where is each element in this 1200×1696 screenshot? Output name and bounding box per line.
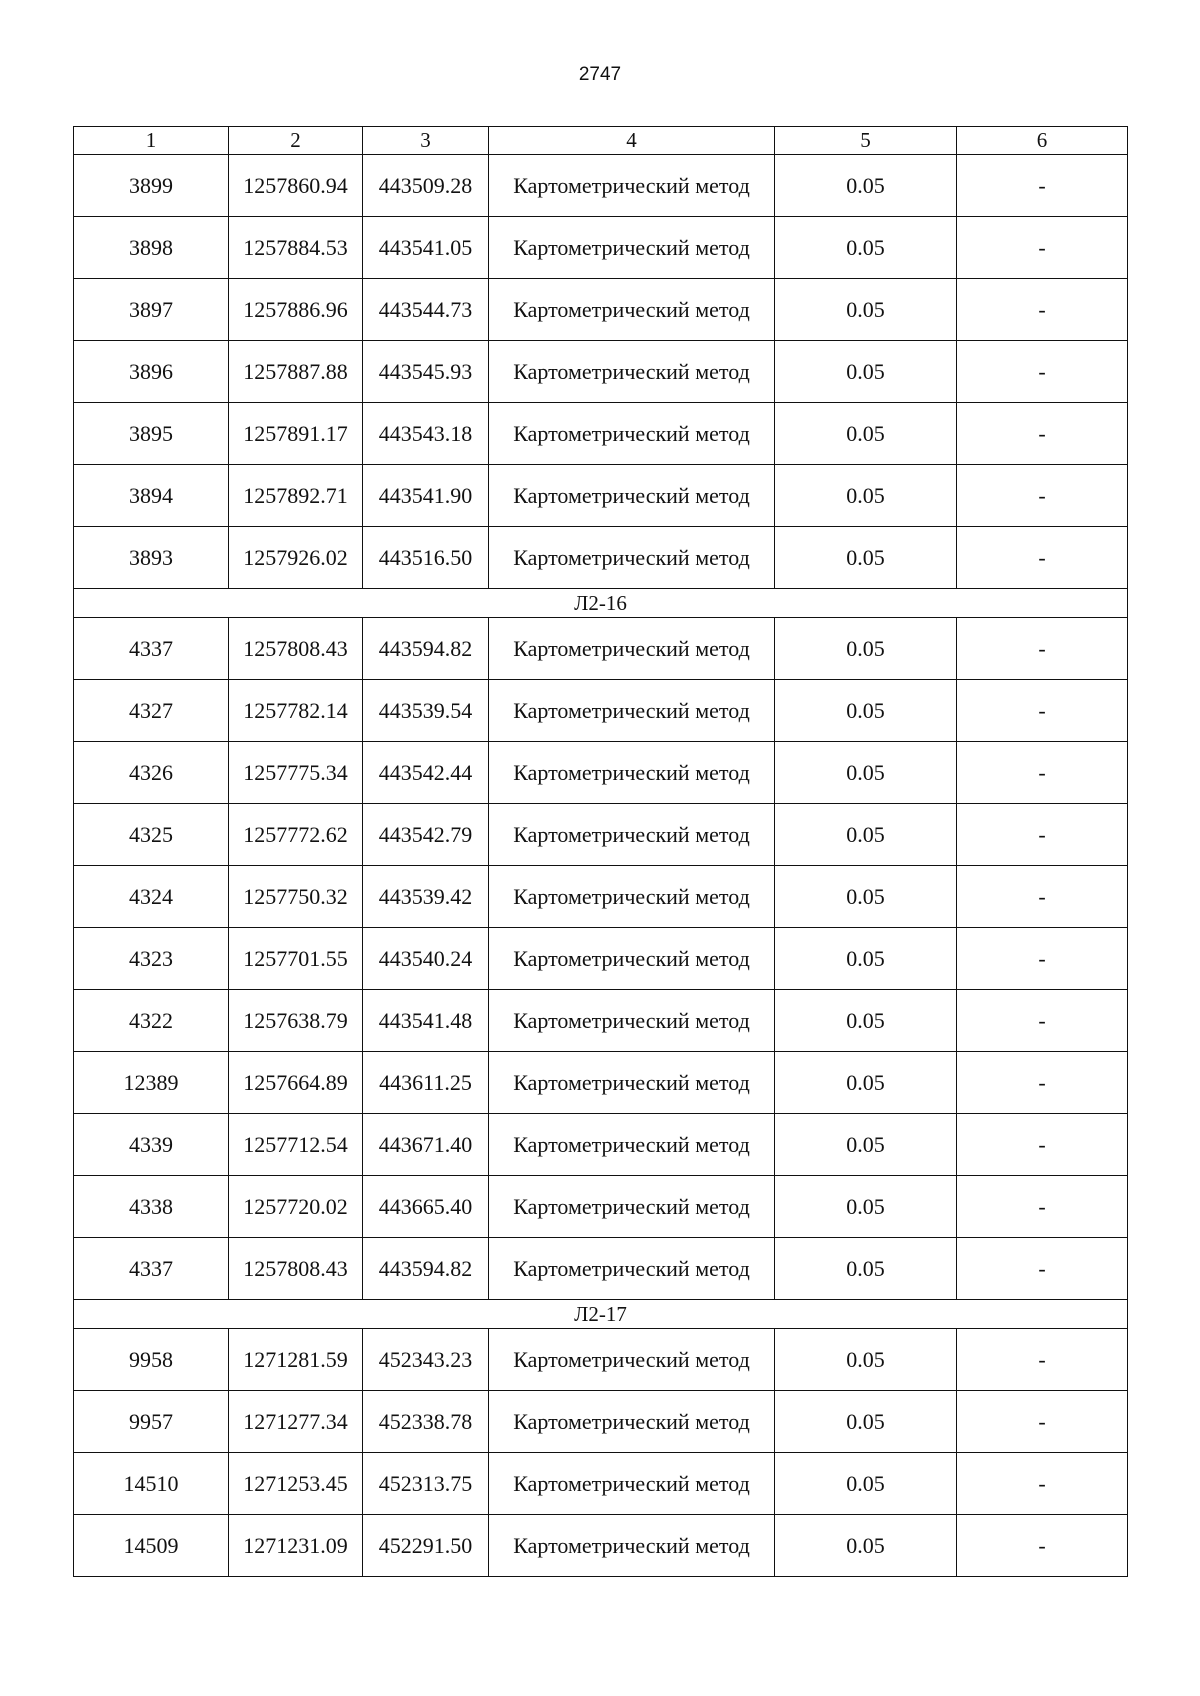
y-coordinate-cell: 452313.75 [363, 1453, 489, 1515]
description-cell: - [957, 804, 1128, 866]
point-number-cell: 3899 [74, 155, 229, 217]
method-cell: Картометрический метод [489, 928, 775, 990]
y-coordinate-cell: 443539.54 [363, 680, 489, 742]
description-cell: - [957, 866, 1128, 928]
description-cell: - [957, 1515, 1128, 1577]
y-coordinate-cell: 443540.24 [363, 928, 489, 990]
point-number-cell: 3898 [74, 217, 229, 279]
method-cell: Картометрический метод [489, 1329, 775, 1391]
method-cell: Картометрический метод [489, 742, 775, 804]
point-number-cell: 14510 [74, 1453, 229, 1515]
point-number-cell: 4326 [74, 742, 229, 804]
method-cell: Картометрический метод [489, 1052, 775, 1114]
method-cell: Картометрический метод [489, 680, 775, 742]
method-cell: Картометрический метод [489, 618, 775, 680]
accuracy-cell: 0.05 [775, 866, 957, 928]
accuracy-cell: 0.05 [775, 279, 957, 341]
column-number: 5 [775, 127, 957, 155]
column-number: 1 [74, 127, 229, 155]
column-number: 6 [957, 127, 1128, 155]
point-number-cell: 12389 [74, 1052, 229, 1114]
x-coordinate-cell: 1257926.02 [229, 527, 363, 589]
table-row [74, 1176, 1128, 1238]
table-row [74, 1391, 1128, 1453]
description-cell: - [957, 1114, 1128, 1176]
table-row [74, 527, 1128, 589]
x-coordinate-cell: 1271253.45 [229, 1453, 363, 1515]
point-number-cell: 3896 [74, 341, 229, 403]
method-cell: Картометрический метод [489, 465, 775, 527]
x-coordinate-cell: 1257664.89 [229, 1052, 363, 1114]
y-coordinate-cell: 443509.28 [363, 155, 489, 217]
accuracy-cell: 0.05 [775, 465, 957, 527]
x-coordinate-cell: 1271281.59 [229, 1329, 363, 1391]
accuracy-cell: 0.05 [775, 1176, 957, 1238]
y-coordinate-cell: 452338.78 [363, 1391, 489, 1453]
page-number: 2747 [578, 64, 622, 85]
y-coordinate-cell: 443516.50 [363, 527, 489, 589]
accuracy-cell: 0.05 [775, 1052, 957, 1114]
table-row [74, 1329, 1128, 1391]
x-coordinate-cell: 1257808.43 [229, 1238, 363, 1300]
description-cell: - [957, 1176, 1128, 1238]
description-cell: - [957, 928, 1128, 990]
description-cell: - [957, 1238, 1128, 1300]
table-row [74, 928, 1128, 990]
y-coordinate-cell: 443542.79 [363, 804, 489, 866]
y-coordinate-cell: 443541.90 [363, 465, 489, 527]
x-coordinate-cell: 1271231.09 [229, 1515, 363, 1577]
point-number-cell: 9957 [74, 1391, 229, 1453]
point-number-cell: 4337 [74, 1238, 229, 1300]
point-number-cell: 4338 [74, 1176, 229, 1238]
table-row [74, 618, 1128, 680]
description-cell: - [957, 1052, 1128, 1114]
x-coordinate-cell: 1257887.88 [229, 341, 363, 403]
table-row [74, 1114, 1128, 1176]
x-coordinate-cell: 1257720.02 [229, 1176, 363, 1238]
y-coordinate-cell: 452343.23 [363, 1329, 489, 1391]
method-cell: Картометрический метод [489, 1453, 775, 1515]
description-cell: - [957, 1453, 1128, 1515]
accuracy-cell: 0.05 [775, 217, 957, 279]
table-row [74, 403, 1128, 465]
x-coordinate-cell: 1257892.71 [229, 465, 363, 527]
accuracy-cell: 0.05 [775, 1515, 957, 1577]
y-coordinate-cell: 443539.42 [363, 866, 489, 928]
y-coordinate-cell: 443542.44 [363, 742, 489, 804]
point-number-cell: 4337 [74, 618, 229, 680]
table-row [74, 1238, 1128, 1300]
table-row [74, 341, 1128, 403]
method-cell: Картометрический метод [489, 279, 775, 341]
method-cell: Картометрический метод [489, 990, 775, 1052]
table-row [74, 866, 1128, 928]
section-header-row [74, 589, 1128, 618]
x-coordinate-cell: 1257775.34 [229, 742, 363, 804]
method-cell: Картометрический метод [489, 527, 775, 589]
y-coordinate-cell: 443671.40 [363, 1114, 489, 1176]
column-number: 3 [363, 127, 489, 155]
accuracy-cell: 0.05 [775, 341, 957, 403]
x-coordinate-cell: 1257782.14 [229, 680, 363, 742]
accuracy-cell: 0.05 [775, 990, 957, 1052]
method-cell: Картометрический метод [489, 866, 775, 928]
y-coordinate-cell: 443594.82 [363, 1238, 489, 1300]
description-cell: - [957, 618, 1128, 680]
x-coordinate-cell: 1257772.62 [229, 804, 363, 866]
y-coordinate-cell: 443665.40 [363, 1176, 489, 1238]
table-row [74, 279, 1128, 341]
table-row [74, 804, 1128, 866]
description-cell: - [957, 680, 1128, 742]
point-number-cell: 4323 [74, 928, 229, 990]
point-number-cell: 9958 [74, 1329, 229, 1391]
x-coordinate-cell: 1257638.79 [229, 990, 363, 1052]
x-coordinate-cell: 1257886.96 [229, 279, 363, 341]
table-row [74, 742, 1128, 804]
table-row [74, 990, 1128, 1052]
point-number-cell: 4324 [74, 866, 229, 928]
description-cell: - [957, 279, 1128, 341]
accuracy-cell: 0.05 [775, 1453, 957, 1515]
section-title: Л2-17 [74, 1300, 1128, 1329]
table-row [74, 465, 1128, 527]
y-coordinate-cell: 452291.50 [363, 1515, 489, 1577]
point-number-cell: 3895 [74, 403, 229, 465]
x-coordinate-cell: 1257884.53 [229, 217, 363, 279]
x-coordinate-cell: 1257860.94 [229, 155, 363, 217]
description-cell: - [957, 527, 1128, 589]
y-coordinate-cell: 443545.93 [363, 341, 489, 403]
table-row [74, 1515, 1128, 1577]
table-row [74, 680, 1128, 742]
description-cell: - [957, 1329, 1128, 1391]
accuracy-cell: 0.05 [775, 527, 957, 589]
accuracy-cell: 0.05 [775, 403, 957, 465]
section-title: Л2-16 [74, 589, 1128, 618]
point-number-cell: 3897 [74, 279, 229, 341]
method-cell: Картометрический метод [489, 403, 775, 465]
accuracy-cell: 0.05 [775, 155, 957, 217]
method-cell: Картометрический метод [489, 341, 775, 403]
column-number-header-row [74, 127, 1128, 155]
description-cell: - [957, 217, 1128, 279]
description-cell: - [957, 155, 1128, 217]
description-cell: - [957, 990, 1128, 1052]
accuracy-cell: 0.05 [775, 680, 957, 742]
x-coordinate-cell: 1257891.17 [229, 403, 363, 465]
y-coordinate-cell: 443541.05 [363, 217, 489, 279]
description-cell: - [957, 742, 1128, 804]
table-row [74, 155, 1128, 217]
point-number-cell: 3894 [74, 465, 229, 527]
y-coordinate-cell: 443541.48 [363, 990, 489, 1052]
point-number-cell: 4327 [74, 680, 229, 742]
accuracy-cell: 0.05 [775, 804, 957, 866]
point-number-cell: 14509 [74, 1515, 229, 1577]
table-row [74, 1453, 1128, 1515]
method-cell: Картометрический метод [489, 1176, 775, 1238]
x-coordinate-cell: 1257750.32 [229, 866, 363, 928]
method-cell: Картометрический метод [489, 1515, 775, 1577]
method-cell: Картометрический метод [489, 155, 775, 217]
y-coordinate-cell: 443594.82 [363, 618, 489, 680]
method-cell: Картометрический метод [489, 804, 775, 866]
method-cell: Картометрический метод [489, 217, 775, 279]
description-cell: - [957, 465, 1128, 527]
point-number-cell: 4339 [74, 1114, 229, 1176]
accuracy-cell: 0.05 [775, 1391, 957, 1453]
section-header-row [74, 1300, 1128, 1329]
point-number-cell: 4325 [74, 804, 229, 866]
description-cell: - [957, 403, 1128, 465]
description-cell: - [957, 1391, 1128, 1453]
y-coordinate-cell: 443543.18 [363, 403, 489, 465]
table-body [74, 127, 1128, 1577]
x-coordinate-cell: 1257701.55 [229, 928, 363, 990]
y-coordinate-cell: 443611.25 [363, 1052, 489, 1114]
table-row [74, 217, 1128, 279]
y-coordinate-cell: 443544.73 [363, 279, 489, 341]
accuracy-cell: 0.05 [775, 1238, 957, 1300]
x-coordinate-cell: 1257712.54 [229, 1114, 363, 1176]
accuracy-cell: 0.05 [775, 1329, 957, 1391]
column-number: 4 [489, 127, 775, 155]
x-coordinate-cell: 1257808.43 [229, 618, 363, 680]
accuracy-cell: 0.05 [775, 928, 957, 990]
table-row [74, 1052, 1128, 1114]
accuracy-cell: 0.05 [775, 742, 957, 804]
method-cell: Картометрический метод [489, 1114, 775, 1176]
point-number-cell: 3893 [74, 527, 229, 589]
point-number-cell: 4322 [74, 990, 229, 1052]
coordinates-table [73, 126, 1128, 1577]
accuracy-cell: 0.05 [775, 618, 957, 680]
x-coordinate-cell: 1271277.34 [229, 1391, 363, 1453]
accuracy-cell: 0.05 [775, 1114, 957, 1176]
method-cell: Картометрический метод [489, 1391, 775, 1453]
column-number: 2 [229, 127, 363, 155]
description-cell: - [957, 341, 1128, 403]
method-cell: Картометрический метод [489, 1238, 775, 1300]
